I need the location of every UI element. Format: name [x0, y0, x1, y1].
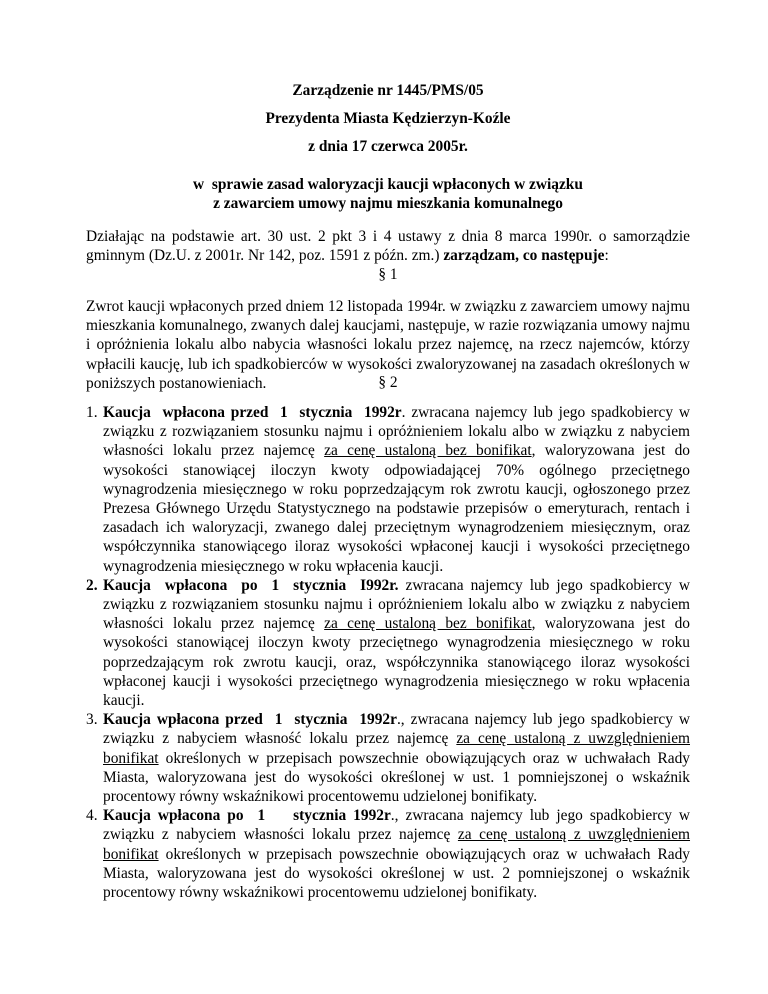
item-number: 1.	[86, 404, 98, 421]
item-underlined: za cenę ustaloną z uwzględnieniem bonifikat	[103, 730, 690, 767]
list-item	[86, 806, 690, 902]
list-item	[86, 576, 690, 710]
section-2-list	[86, 403, 690, 902]
item-number: 4.	[86, 807, 98, 825]
item-bold: Kaucja wpłacona przed 1 stycznia 1992r	[103, 404, 402, 421]
item-underlined: za cenę ustaloną bez bonifikat	[324, 442, 532, 460]
item-number: 2.	[86, 576, 98, 594]
document-issuer: Prezydenta Miasta Kędzierzyn-Koźle	[265, 110, 511, 127]
subject-line-1: w sprawie zasad waloryzacji kaucji wpłaconych w związku	[193, 176, 583, 193]
preamble-text: Działając na podstawie art. 30 ust. 2 pkt 3 i 4 ustawy z dnia 8 marca 1990r. o samorządzie gminnym (Dz.U. z 2001r. Nr 142, poz. 1591 z późn. zm.)	[86, 228, 690, 265]
item-text-end: określonych w przepisach powszechnie obowiązujących oraz w uchwałach Rady Miasta, waloryzowana jest do wysokości określonej w ust. 1 pomniejszonej o wskaźnik procentowy równy wskaźnikowi procentowemu udzielonej bonifikaty.	[103, 749, 690, 806]
item-text-end: , waloryzowana jest do wysokości stanowiącej iloczyn kwoty odpowiadającej 70% ogólnego przeciętnego wynagrodzenia miesięcznego w roku poprzedzającym rok zwrotu kaucji, ogłoszonego przez Prezesa Głównego Urzędu Statystycznego na podstawie przepisów o emeryturach, rentach i zasadach ich waloryzacji, zwanego dalej przeciętnym wynagrodzeniem miesięcznym, oraz współczynnika stanowiącego iloraz wysokości wpłaconej kaucji i wysokości przeciętnego wynagrodzenia miesięcznego w roku wpłacenia kaucji.	[103, 442, 690, 575]
item-bold: Kaucja wpłacona przed 1 stycznia 1992r	[103, 711, 397, 729]
item-number: 3.	[86, 711, 98, 729]
section-1-text: Zwrot kaucji wpłaconych przed dniem 12 listopada 1994r. w związku z zawarciem umowy najmu mieszkania komunalnego, zwanych dalej kaucjami, następuje, w razie rozwiązania umowy najmu i opróżnienia lokalu albo nabycia własności lokalu przez najemcę, na rzecz najemców, którzy wpłacili kaucję, lub ich spadkobierców w wysokości zwaloryzowanej na zasadach określonych w poniższych postanowieniach.	[86, 298, 690, 392]
item-bold: Kaucja wpłacona po 1 stycznia 1992r	[103, 807, 391, 825]
item-bold: Kaucja wpłacona po 1 stycznia I992r.	[103, 576, 399, 594]
item-underlined: za cenę ustaloną bez bonifikat	[324, 615, 532, 633]
item-underlined: za cenę ustaloną z uwzględnieniem bonifikat	[103, 826, 691, 863]
section-2-mark: § 2	[378, 374, 398, 391]
document-date: z dnia 17 czerwca 2005r.	[308, 138, 468, 155]
section-1-mark: § 1	[378, 266, 398, 283]
list-item	[86, 403, 690, 576]
preamble-bold: zarządzam, co następuje	[443, 247, 605, 265]
item-text-end: określonych w przepisach powszechnie obowiązujących oraz w uchwałach Rady Miasta, waloryzowana jest do wysokości określonej w ust. 2 pomniejszonej o wskaźnik procentowy równy wskaźnikowi procentowemu udzielonej bonifikaty.	[103, 845, 690, 902]
document-subject	[86, 175, 690, 213]
item-text: . zwracana najemcy lub jego spadkobiercy w związku z rozwiązaniem stosunku najmu i opróżnieniem lokalu albo w związku z nabyciem własności lokalu przez najemcę	[103, 404, 691, 460]
preamble	[86, 227, 690, 265]
document-title: Zarządzenie nr 1445/PMS/05	[292, 82, 484, 99]
preamble-end: :	[604, 247, 609, 265]
list-item	[86, 710, 690, 806]
item-text: zwracana najemcy lub jego spadkobiercy w związku z rozwiązaniem stosunku najmu i opróżnieniem lokalu albo w związku z nabyciem własności lokalu przez najemcę	[103, 576, 690, 633]
subject-line-2: z zawarciem umowy najmu mieszkania komunalnego	[213, 195, 563, 212]
item-text-end: , waloryzowana jest do wysokości stanowiącej iloczyn kwoty przeciętnego wynagrodzenia miesięcznego w roku poprzedzającym rok zwrotu kaucji, oraz, współczynnika stanowiącego iloraz wysokości wpłaconej kaucji i wysokości przeciętnego wynagrodzenia miesięcznego w roku wpłacenia kaucji.	[103, 615, 690, 710]
item-text: ., zwracana najemcy lub jego spadkobiercy w związku z nabyciem własność lokalu przez najemcę	[103, 711, 690, 748]
item-text: ., zwracana najemcy lub jego spadkobiercy w związku z nabyciem własności lokalu przez najemcę	[103, 807, 690, 844]
